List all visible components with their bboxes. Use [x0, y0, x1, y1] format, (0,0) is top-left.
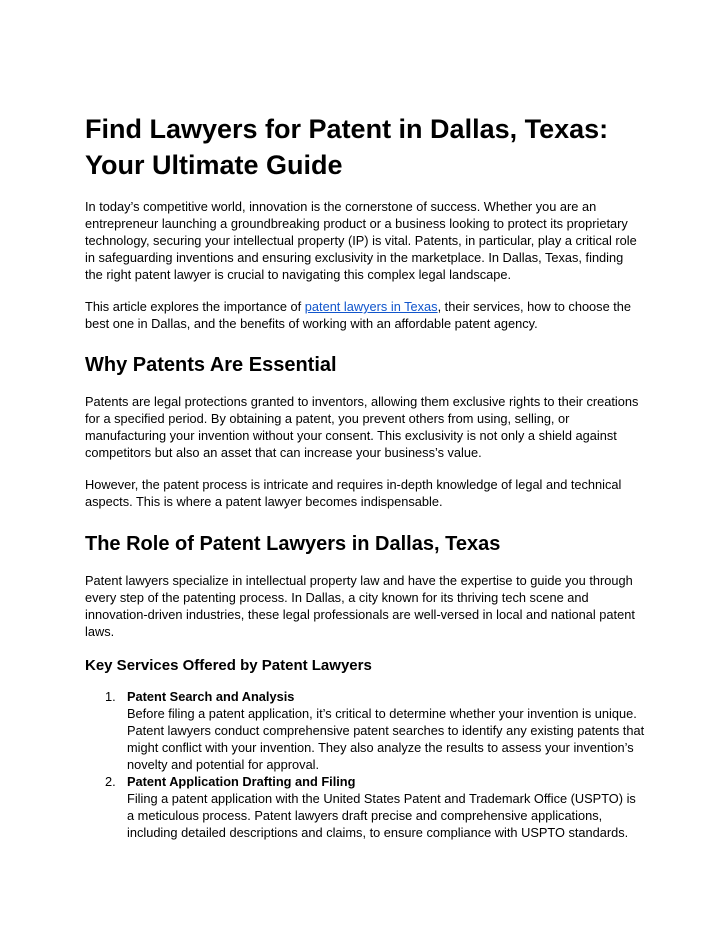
- section-heading-role-of-lawyers: The Role of Patent Lawyers in Dallas, Texas: [85, 533, 501, 555]
- list-item-number: 1.: [105, 689, 116, 704]
- intro-paragraph-1: In today’s competitive world, innovation is the cornerstone of success. Whether you are an entrepreneur launching a groundbreaking product or a business looking to protect its proprietary technology, securing your intellectual property (IP) is vital. Patents, in particular, play a critical role in safeguarding inventions and ensuring exclusivity in the marketplace. In Dallas, Texas, finding the right patent lawyer is crucial to navigating this complex legal landscape.: [85, 199, 637, 282]
- page-title: Find Lawyers for Patent in Dallas, Texas: Your Ultimate Guide: [85, 114, 609, 180]
- section1-paragraph-2: However, the patent process is intricate and requires in-depth knowledge of legal and technical aspects. This is where a patent lawyer becomes indispensable.: [85, 477, 622, 509]
- list-item-body: Filing a patent application with the United States Patent and Trademark Office (USPTO) is a meticulous process. Patent lawyers draft precise and comprehensive applications, including detailed descriptions and claims, to ensure compliance with USPTO standards.: [127, 791, 636, 840]
- intro-paragraph-2-end: , their services, how to choose the best one in Dallas, and the benefits of working with an affordable patent agency.: [85, 299, 632, 331]
- patent-lawyers-texas-link[interactable]: patent lawyers in Texas: [304, 299, 438, 314]
- section-heading-why-patents: Why Patents Are Essential: [85, 354, 337, 376]
- list-item-body: Before filing a patent application, it’s critical to determine whether your invention is unique. Patent lawyers conduct comprehensive patent searches to identify any existing patents that might conflict with your invention. They also analyze the results to assess your invention’s novelty and potential for approval.: [127, 706, 645, 772]
- section1-paragraph-1: Patents are legal protections granted to inventors, allowing them exclusive rights to their creations for a specified period. By obtaining a patent, you prevent others from using, selling, or manufacturing your invention without your consent. This exclusivity is not only a shield against competitors but also an asset that can increase your business’s value.: [85, 394, 639, 460]
- list-item: [85, 688, 645, 773]
- subsection-heading-key-services: Key Services Offered by Patent Lawyers: [85, 657, 372, 674]
- section2-paragraph-1: Patent lawyers specialize in intellectual property law and have the expertise to guide you through every step of the patenting process. In Dallas, a city known for its thriving tech scene and innovation-driven industries, these legal professionals are well-versed in local and national patent laws.: [85, 573, 635, 639]
- intro-paragraph-2: [85, 298, 640, 332]
- list-item-number: 2.: [105, 774, 116, 789]
- list-item-title: Patent Search and Analysis: [127, 689, 295, 704]
- list-item: [85, 773, 645, 841]
- services-list: [85, 688, 645, 841]
- list-item-title: Patent Application Drafting and Filing: [127, 774, 356, 789]
- intro-paragraph-2-start: This article explores the importance of: [85, 299, 305, 314]
